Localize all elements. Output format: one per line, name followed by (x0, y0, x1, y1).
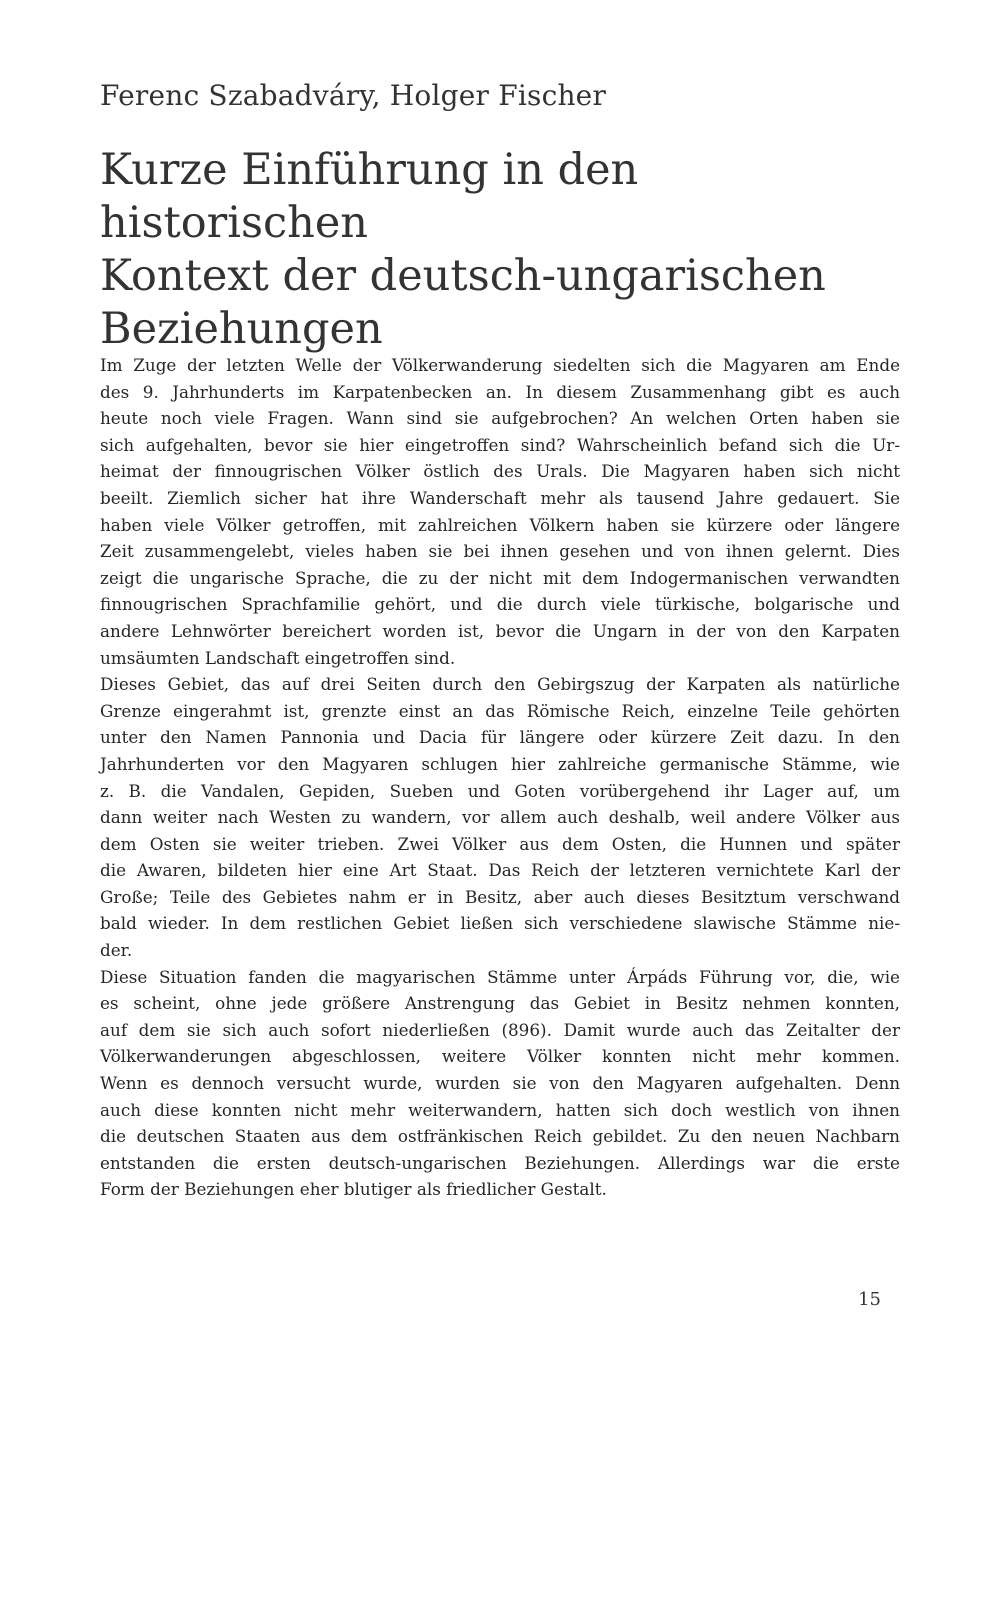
body-line: beeilt. Ziemlich sicher hat ihre Wanderschaft mehr als tausend Jahre gedauert. Sie (100, 487, 900, 508)
body-line: die deutschen Staaten aus dem ostfränkischen Reich gebildet. Zu den neuen Nachbarn (100, 1126, 900, 1147)
article-body (100, 352, 900, 1203)
body-line: zeigt die ungarische Sprache, die zu der nicht mit dem Indogermanischen verwandten (100, 567, 900, 588)
body-line: Im Zuge der letzten Welle der Völkerwanderung siedelten sich die Magyaren am Ende (100, 355, 900, 375)
body-line: dem Osten sie weiter trieben. Zwei Völker aus dem Osten, die Hunnen und später (100, 833, 900, 854)
body-line: auch diese konnten nicht mehr weiterwandern, hatten sich doch westlich von ihnen (100, 1099, 900, 1120)
body-line: Zeit zusammengelebt, vieles haben sie bei ihnen gesehen und von ihnen gelernt. Dies (100, 541, 900, 562)
body-line: Dieses Gebiet, das auf drei Seiten durch den Gebirgszug der Karpaten als natürliche (100, 674, 900, 695)
body-line: dann weiter nach Westen zu wandern, vor allem auch deshalb, weil andere Völker aus (100, 807, 900, 828)
body-line: unter den Namen Pannonia und Dacia für längere oder kürzere Zeit dazu. In den (100, 727, 900, 748)
body-line: haben viele Völker getroffen, mit zahlreichen Völkern haben sie kürzere oder längere (100, 514, 900, 535)
article-title (100, 144, 860, 356)
body-line: Völkerwanderungen abgeschlossen, weitere Völker konnten nicht mehr kommen. (100, 1046, 900, 1067)
body-line: die Awaren, bildeten hier eine Art Staat. Das Reich der letzteren vernichtete Karl der (100, 860, 900, 881)
body-line: entstanden die ersten deutsch-ungarischen Beziehungen. Allerdings war die erste (100, 1152, 900, 1173)
author-names: Ferenc Szabadváry, Holger Fischer (100, 79, 607, 112)
body-line: Grenze eingerahmt ist, grenzte einst an das Römische Reich, einzelne Teile gehörten (100, 700, 900, 721)
body-line: sich aufgehalten, bevor sie hier eingetroffen sind? Wahrscheinlich befand sich die Ur- (100, 434, 900, 455)
body-line: heute noch viele Fragen. Wann sind sie aufgebrochen? An welchen Orten haben sie (100, 408, 900, 429)
body-line: der. (100, 940, 133, 961)
title-line: Kontext der deutsch-ungarischen (100, 251, 826, 301)
title-line: Beziehungen (100, 304, 383, 354)
body-line: bald wieder. In dem restlichen Gebiet ließen sich verschiedene slawische Stämme nie- (100, 913, 900, 934)
body-line: finnougrischen Sprachfamilie gehört, und die durch viele türkische, bolgarische und (100, 594, 900, 615)
body-line: heimat der finnougrischen Völker östlich des Urals. Die Magyaren haben sich nicht (100, 461, 900, 482)
body-line: umsäumten Landschaft eingetroffen sind. (100, 647, 456, 668)
page-number: 15 (858, 1289, 881, 1310)
body-line: Form der Beziehungen eher blutiger als friedlicher Gestalt. (100, 1179, 607, 1200)
body-line: Jahrhunderten vor den Magyaren schlugen hier zahlreiche germanische Stämme, wie (100, 753, 900, 774)
body-line: es scheint, ohne jede größere Anstrengung das Gebiet in Besitz nehmen konnten, (100, 993, 900, 1014)
body-line: andere Lehnwörter bereichert worden ist, bevor die Ungarn in der von den Karpaten (100, 620, 900, 641)
body-line: auf dem sie sich auch sofort niederließen (896). Damit wurde auch das Zeitalter der (100, 1019, 900, 1040)
body-line: Diese Situation fanden die magyarischen Stämme unter Árpáds Führung vor, die, wie (100, 966, 900, 987)
body-line: Große; Teile des Gebietes nahm er in Besitz, aber auch dieses Besitztum verschwand (100, 886, 900, 907)
body-line: Wenn es dennoch versucht wurde, wurden sie von den Magyaren aufgehalten. Denn (100, 1073, 900, 1094)
title-line: Kurze Einführung in den historischen (100, 145, 639, 248)
body-line: des 9. Jahrhunderts im Karpatenbecken an. In diesem Zusammenhang gibt es auch (100, 381, 900, 402)
body-line: z. B. die Vandalen, Gepiden, Sueben und Goten vorübergehend ihr Lager auf, um (100, 780, 900, 801)
